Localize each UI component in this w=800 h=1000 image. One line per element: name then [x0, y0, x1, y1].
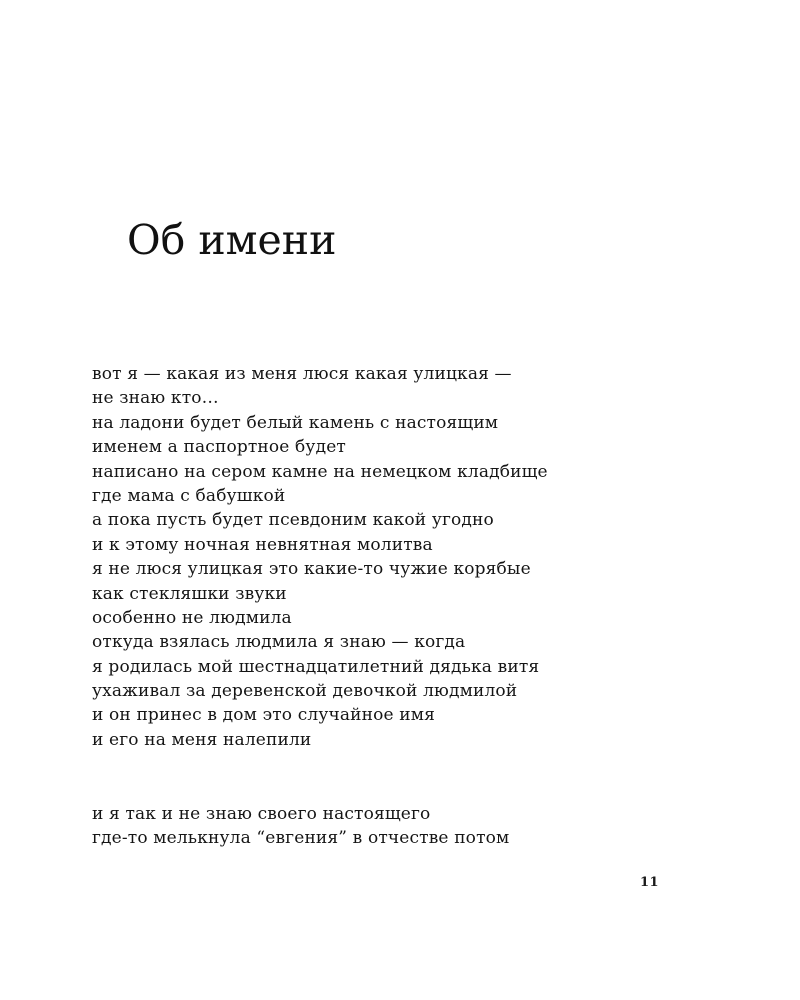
poem-line: и к этому ночная невнятная молитва: [92, 534, 433, 555]
poem-line: и он принес в дом это случайное имя: [92, 705, 436, 726]
poem-line: вот я — какая из меня люся какая улицкая —: [92, 364, 512, 384]
stanza-2: [92, 802, 509, 851]
poem-line: я родилась мой шестнадцатилетний дядька витя: [92, 656, 540, 677]
poem-line: я не люся улицкая это какие-то чужие корябые: [92, 559, 531, 580]
poem-line: и я так и не знаю своего настоящего: [92, 804, 431, 824]
poem-line: где мама с бабушкой: [92, 485, 286, 506]
stanza-1: [92, 362, 548, 752]
poem-line: где-то мелькнула “евгения” в отчестве потом: [92, 828, 510, 849]
poem-line: и его на меня налепили: [92, 729, 312, 750]
poem-line: а пока пусть будет псевдоним какой угодно: [92, 510, 494, 531]
poem-line: как стекляшки звуки: [92, 583, 287, 604]
poem-line: ухаживал за деревенской девочкой людмилой: [92, 681, 518, 702]
page-number: 11: [640, 875, 660, 890]
poem-line: написано на сером камне на немецком кладбище: [92, 461, 548, 482]
chapter-title: Об имени: [127, 216, 337, 264]
poem-line: не знаю кто…: [92, 388, 219, 409]
poem-line: на ладони будет белый камень с настоящим: [92, 412, 499, 433]
poem-line: откуда взялась людмила я знаю — когда: [92, 632, 466, 653]
poem-line: именем а паспортное будет: [92, 437, 346, 458]
poem-line: особенно не людмила: [92, 607, 292, 628]
